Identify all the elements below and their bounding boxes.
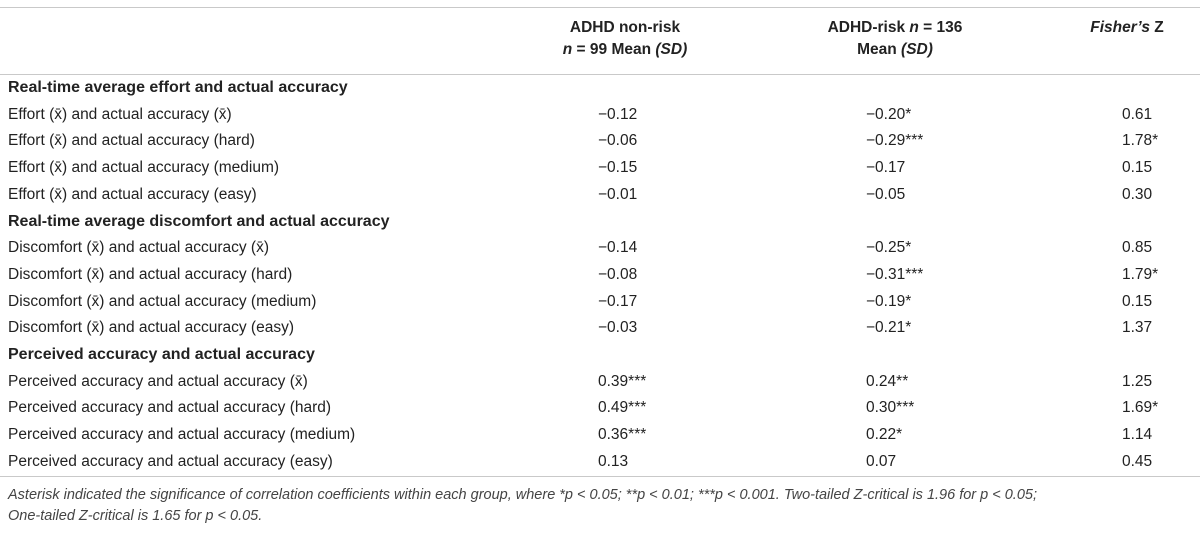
header-risk-title: ADHD-risk	[827, 19, 910, 36]
row-label: Effort (x̄) and actual accuracy (medium)	[8, 159, 280, 177]
fisher-z-value: 0.85	[1122, 239, 1153, 257]
fisher-z-value: 1.79*	[1122, 265, 1159, 283]
nonrisk-value: −0.12	[598, 105, 638, 123]
risk-value: −0.17	[866, 159, 906, 177]
header-risk-sd: (SD)	[901, 41, 933, 58]
section-title: Real-time average effort and actual accuracy	[8, 79, 348, 96]
table-row	[0, 289, 1200, 315]
nonrisk-value: 0.49***	[598, 399, 647, 417]
nonrisk-value: 0.13	[598, 452, 629, 470]
nonrisk-value: −0.14	[598, 239, 638, 257]
table-row	[0, 422, 1200, 448]
table-row	[0, 182, 1200, 208]
risk-value: −0.21*	[866, 319, 912, 337]
table-row	[0, 395, 1200, 421]
nonrisk-value: −0.08	[598, 265, 638, 283]
header-nonrisk-line2	[560, 39, 690, 61]
fisher-z-value: 0.45	[1122, 452, 1153, 470]
nonrisk-value: −0.01	[598, 185, 638, 203]
row-label: Perceived accuracy and actual accuracy (x̄)	[8, 372, 308, 390]
fisher-z-value: 1.78*	[1122, 132, 1159, 150]
table-row	[0, 449, 1200, 475]
footnote-line-2: One-tailed Z-critical is 1.65 for p < 0.05.	[8, 508, 263, 524]
header-risk-count: = 136	[918, 19, 963, 36]
table-row	[0, 369, 1200, 395]
nonrisk-value: 0.39***	[598, 372, 647, 390]
fisher-z-value: 1.14	[1122, 426, 1153, 444]
header-nonrisk-line1: ADHD non-risk	[569, 19, 681, 36]
nonrisk-value: −0.06	[598, 132, 638, 150]
row-label: Effort (x̄) and actual accuracy (hard)	[8, 132, 255, 150]
risk-value: 0.30***	[866, 399, 915, 417]
risk-value: −0.05	[866, 185, 906, 203]
row-label: Discomfort (x̄) and actual accuracy (easy)	[8, 319, 294, 337]
section-title: Real-time average discomfort and actual accuracy	[8, 212, 390, 230]
header-nonrisk-n: n	[562, 41, 573, 58]
table-row	[0, 155, 1200, 181]
table-row	[0, 262, 1200, 288]
table-bottom-rule	[0, 476, 1200, 477]
risk-value: 0.22*	[866, 426, 903, 444]
header-fisher: Fisher’s	[1090, 19, 1150, 36]
row-label: Perceived accuracy and actual accuracy (medium)	[8, 426, 356, 444]
fisher-z-value: 0.30	[1122, 185, 1153, 203]
risk-value: −0.25*	[866, 239, 912, 257]
table-footnote	[8, 485, 1193, 527]
fisher-z-value: 1.37	[1122, 319, 1153, 337]
fisher-z-value: 0.61	[1122, 105, 1153, 123]
table-row	[0, 315, 1200, 341]
row-label: Effort (x̄) and actual accuracy (x̄)	[8, 105, 232, 123]
nonrisk-value: −0.03	[598, 319, 638, 337]
risk-value: −0.31***	[866, 265, 924, 283]
header-nonrisk-sd: (SD)	[655, 41, 688, 58]
header-z: Z	[1149, 19, 1164, 36]
section-heading	[0, 209, 1200, 235]
nonrisk-value: −0.15	[598, 159, 638, 177]
risk-value: −0.19*	[866, 292, 912, 310]
header-risk	[810, 17, 980, 61]
row-label: Discomfort (x̄) and actual accuracy (x̄)	[8, 239, 269, 257]
header-risk-mean: Mean	[857, 41, 902, 58]
risk-value: −0.20*	[866, 105, 912, 123]
footnote-line-1: Asterisk indicated the significance of correlation coefficients within each group, where *p < 0.05; **p < 0.01; ***p < 0.001. Two-tailed Z-critical is 1.96 for p < 0.05;	[8, 487, 1037, 503]
nonrisk-value: −0.17	[598, 292, 638, 310]
row-label: Discomfort (x̄) and actual accuracy (medium)	[8, 292, 317, 310]
fisher-z-value: 0.15	[1122, 292, 1153, 310]
header-fisher-z	[1082, 17, 1172, 39]
header-nonrisk	[560, 17, 690, 61]
table-row	[0, 128, 1200, 154]
section-heading	[0, 75, 1200, 101]
row-label: Perceived accuracy and actual accuracy (hard)	[8, 399, 332, 417]
table-row	[0, 102, 1200, 128]
header-risk-line2	[810, 39, 980, 61]
row-label: Discomfort (x̄) and actual accuracy (hard)	[8, 265, 293, 283]
header-nonrisk-mean: = 99 Mean	[572, 41, 656, 58]
nonrisk-value: 0.36***	[598, 426, 647, 444]
section-heading	[0, 342, 1200, 368]
risk-value: 0.07	[866, 452, 897, 470]
row-label: Effort (x̄) and actual accuracy (easy)	[8, 185, 257, 203]
row-label: Perceived accuracy and actual accuracy (easy)	[8, 452, 333, 470]
risk-value: −0.29***	[866, 132, 924, 150]
table-top-rule	[0, 7, 1200, 8]
fisher-z-value: 1.69*	[1122, 399, 1159, 417]
section-title: Perceived accuracy and actual accuracy	[8, 346, 315, 363]
table-row	[0, 235, 1200, 261]
header-risk-line1	[810, 17, 980, 39]
fisher-z-value: 0.15	[1122, 159, 1153, 177]
fisher-z-value: 1.25	[1122, 372, 1153, 390]
risk-value: 0.24**	[866, 372, 909, 390]
header-risk-n: n	[909, 19, 919, 36]
